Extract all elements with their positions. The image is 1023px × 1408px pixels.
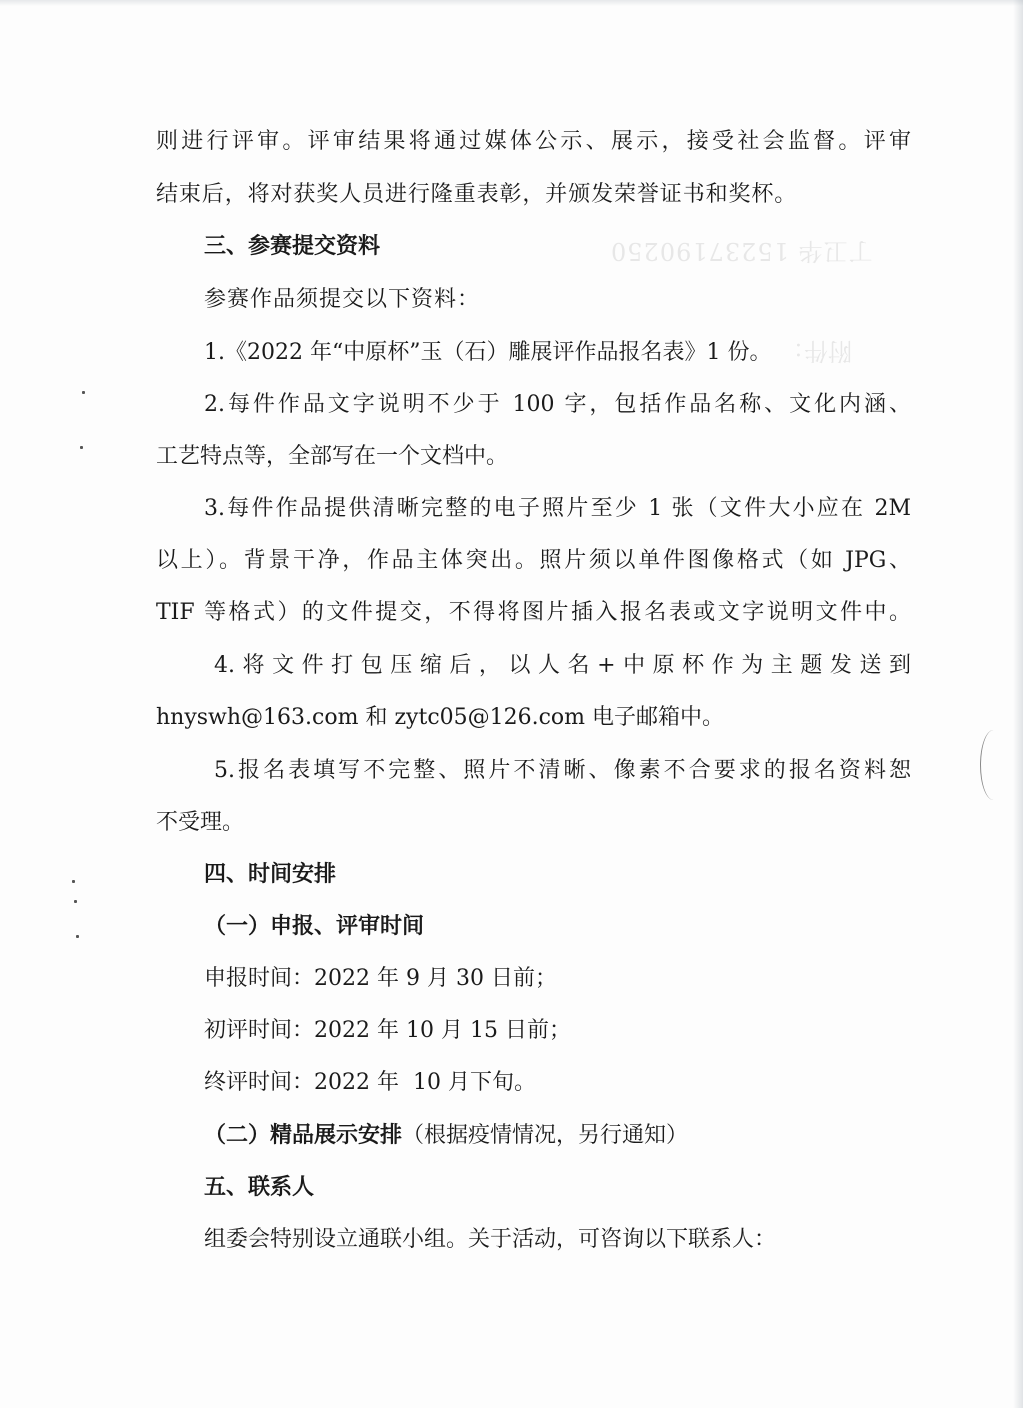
list-item: 4.将文件打包压缩后，以人名+中原杯作为主题发送到	[214, 653, 911, 678]
body-text-line: 结束后，将对获奖人员进行隆重表彰，并颁发荣誉证书和奖杯。	[156, 182, 798, 207]
schedule-line: 申报时间：2022 年 9 月 30 日前；	[204, 966, 557, 991]
list-item-continuation: hnyswh@163.com 和 zytc05@126.com 电子邮箱中。	[156, 705, 725, 730]
list-item-continuation: 以上）。背景干净，作品主体突出。照片须以单件图像格式（如 JPG、	[156, 548, 911, 573]
bleed-through-attachment: 附件：	[780, 337, 852, 365]
body-text-line: 则进行评审。评审结果将通过媒体公示、展示，接受社会监督。评审	[156, 129, 911, 154]
subsection-heading: （一）申报、评审时间	[204, 914, 425, 939]
scan-curve-mark	[980, 730, 1007, 800]
list-item-continuation: 不受理。	[156, 810, 245, 835]
section-heading: 四、时间安排	[204, 862, 337, 887]
scan-speck	[82, 391, 85, 394]
body-text-line: 组委会特别设立通联小组。关于活动，可咨询以下联系人：	[204, 1227, 777, 1252]
subsection-note: （根据疫情情况，另行通知）	[402, 1123, 689, 1148]
list-item: 5.报名表填写不完整、照片不清晰、像素不合要求的报名资料恕	[214, 758, 911, 783]
list-item: 1.《2022 年“中原杯”玉（石）雕展评作品报名表》1 份。	[204, 340, 772, 365]
scan-speck	[80, 446, 83, 449]
list-item-continuation: 工艺特点等，全部写在一个文档中。	[156, 444, 509, 469]
scan-right-edge	[1013, 0, 1023, 1408]
bleed-through-contact: 丁卫华 15237190250	[610, 237, 873, 265]
list-item-continuation: TIF 等格式）的文件提交，不得将图片插入报名表或文字说明文件中。	[156, 600, 911, 625]
subsection-heading-line	[204, 1121, 688, 1151]
schedule-line: 初评时间：2022 年 10 月 15 日前；	[204, 1018, 571, 1043]
list-item: 3.每件作品提供清晰完整的电子照片至少 1 张（文件大小应在 2M	[204, 496, 911, 521]
schedule-line: 终评时间：2022 年 10 月下旬。	[204, 1070, 536, 1095]
scan-speck	[76, 935, 79, 938]
section-heading: 三、参赛提交资料	[204, 234, 381, 259]
scan-top-edge	[0, 0, 1023, 6]
scan-speck	[74, 900, 77, 903]
list-item: 2.每件作品文字说明不少于 100 字，包括作品名称、文化内涵、	[204, 392, 911, 417]
scan-speck	[72, 880, 75, 883]
subsection-heading: （二）精品展示安排	[204, 1123, 403, 1148]
section-heading: 五、联系人	[204, 1175, 315, 1200]
body-text-line: 参赛作品须提交以下资料：	[204, 287, 481, 312]
